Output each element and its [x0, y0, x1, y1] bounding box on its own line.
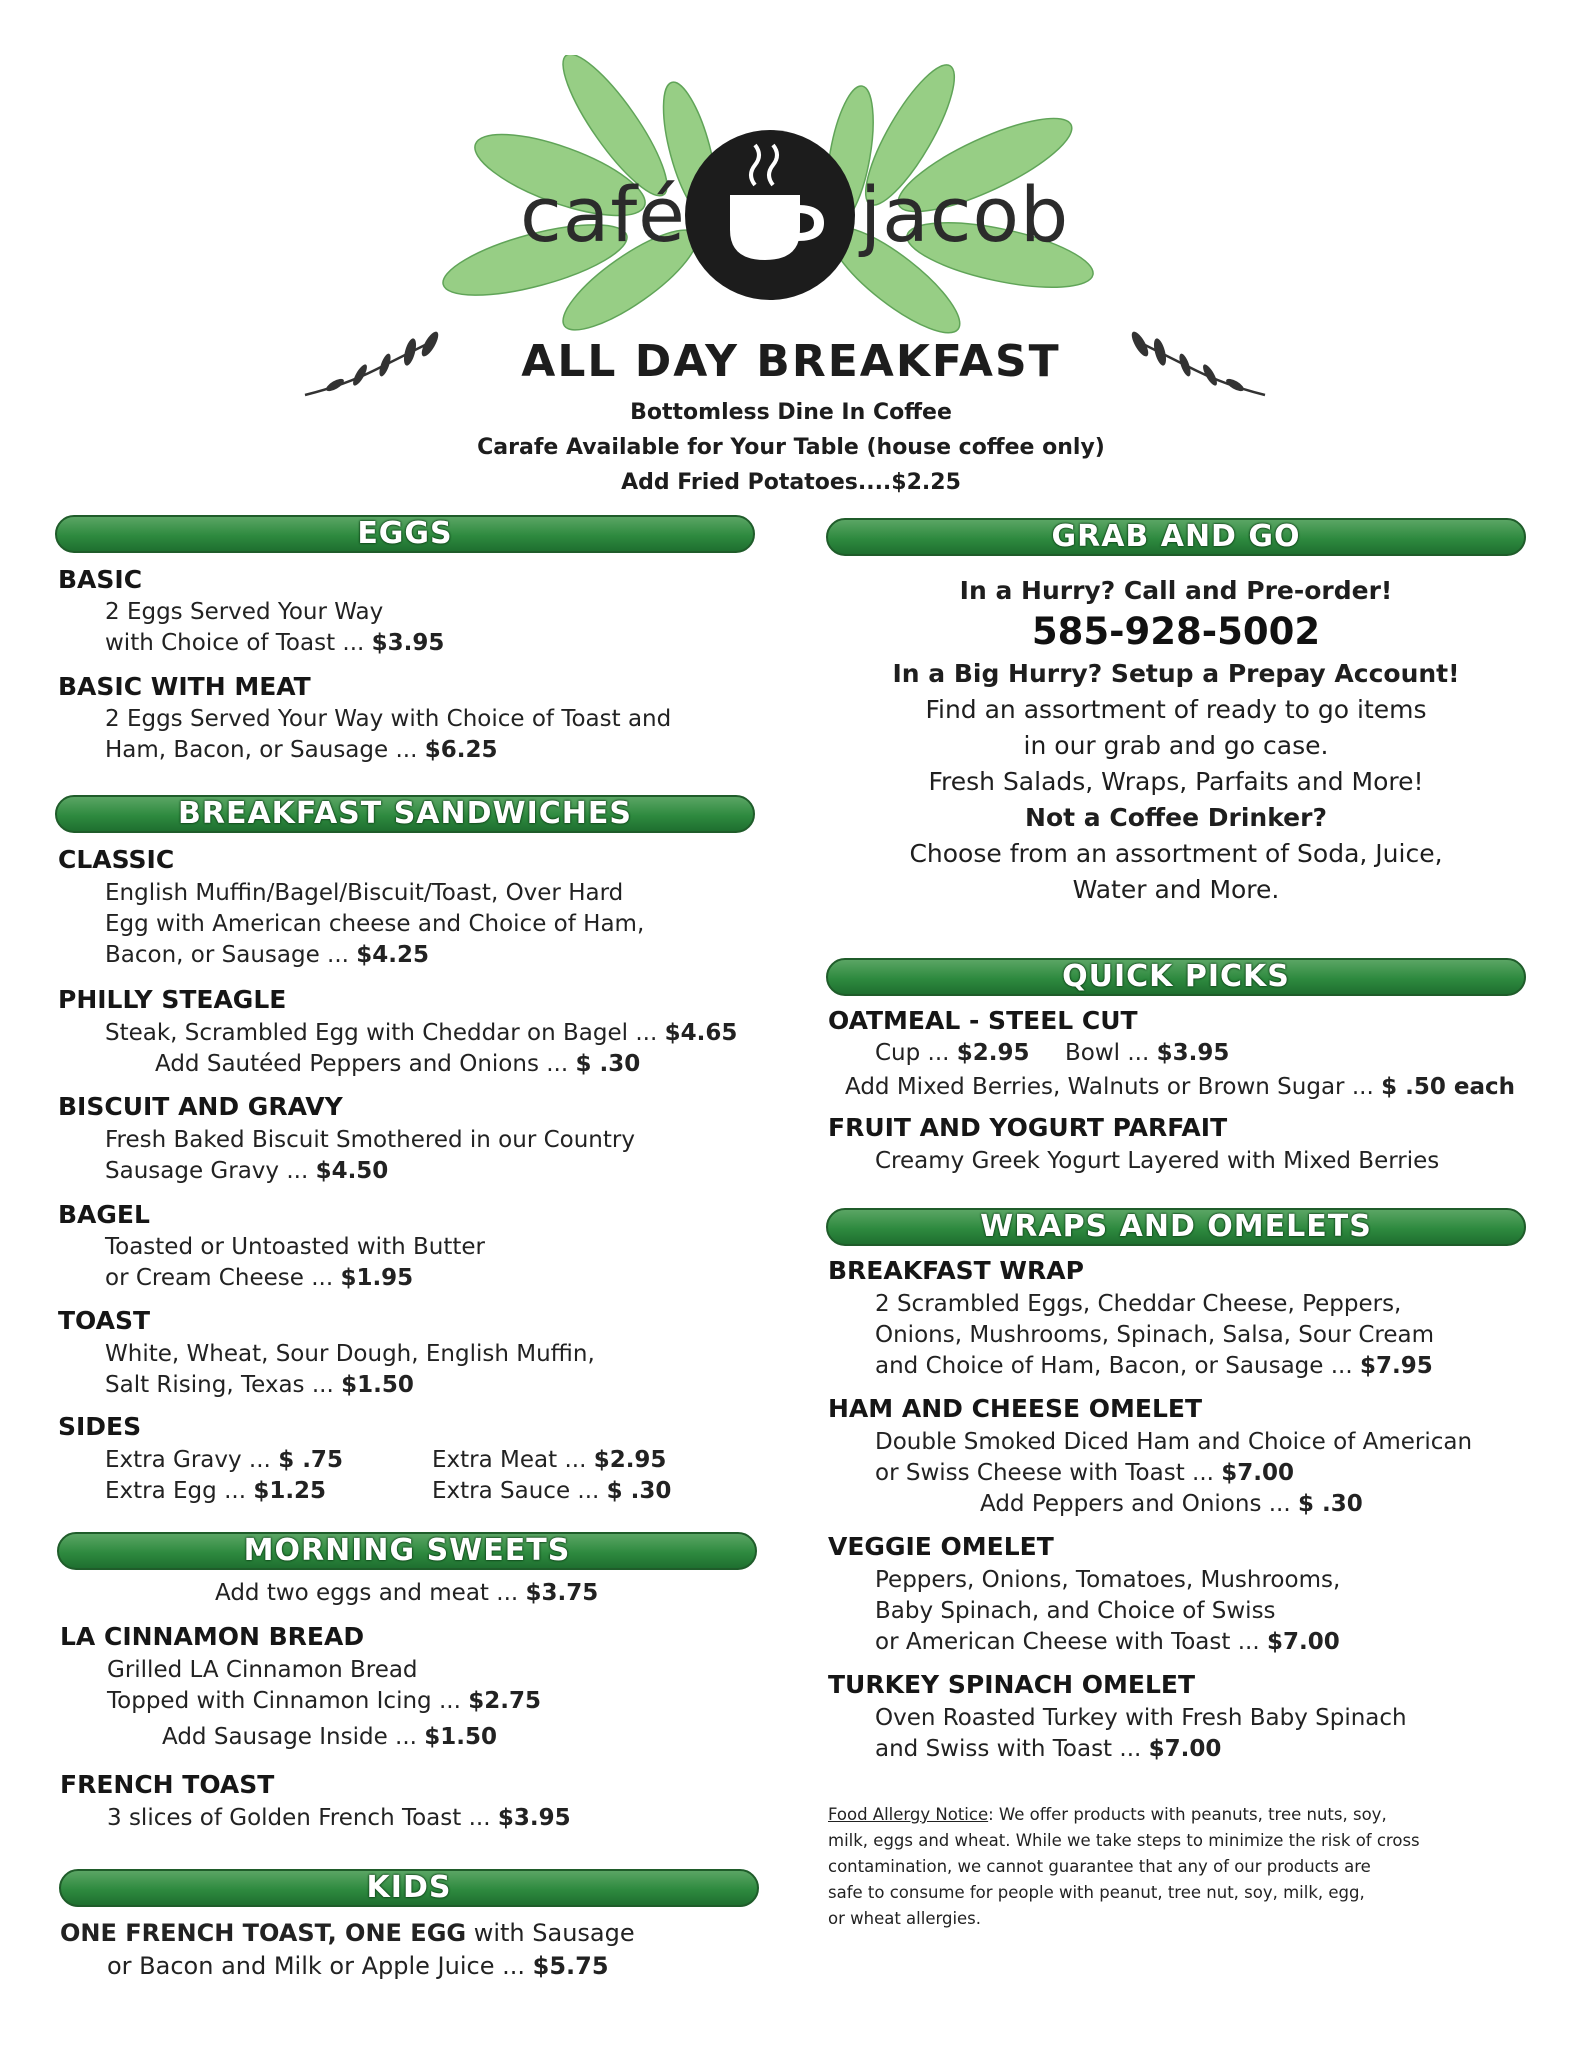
item-price: $2.75 [468, 1688, 541, 1714]
item-title-bagel: BAGEL [58, 1200, 150, 1229]
item-desc: Egg with American cheese and Choice of Ham, [105, 911, 645, 937]
section-header-grab-and-go: GRAB AND GO [826, 518, 1526, 556]
grab-line: in our grab and go case. [1023, 731, 1329, 760]
item-desc: Peppers, Onions, Tomatoes, Mushrooms, [875, 1567, 1341, 1593]
item-title-breakfast-wrap: BREAKFAST WRAP [828, 1256, 1084, 1285]
item-title-sides: SIDES [58, 1412, 142, 1441]
item-desc: Ham, Bacon, or Sausage ... $6.25 [105, 737, 498, 763]
item-title-ham-and-cheese-omelet: HAM AND CHEESE OMELET [828, 1394, 1203, 1423]
kids-item: ONE FRENCH TOAST, ONE EGG with Sausage [60, 1919, 635, 1947]
item-desc: Baby Spinach, and Choice of Swiss [875, 1598, 1276, 1624]
item-title-biscuit-and-gravy: BISCUIT AND GRAVY [58, 1092, 343, 1121]
item-price: $7.00 [1266, 1629, 1340, 1655]
item-desc: 2 Eggs Served Your Way with Choice of Toast and [105, 706, 672, 732]
item-price: $ .30 [1297, 1491, 1363, 1517]
item-desc: Creamy Greek Yogurt Layered with Mixed Berries [875, 1148, 1440, 1174]
logo-cafe-text: café [520, 170, 686, 259]
item-desc: or Bacon and Milk or Apple Juice ... $5.75 [107, 1952, 609, 1980]
section-header-eggs: EGGS [55, 515, 755, 553]
item-desc: Grilled LA Cinnamon Bread [107, 1657, 418, 1683]
item-desc: Salt Rising, Texas ... $1.50 [105, 1372, 414, 1398]
side-extra-gravy: Extra Gravy ... $ .75 [105, 1447, 343, 1473]
item-desc: Steak, Scrambled Egg with Cheddar on Bagel ... $4.65 [105, 1020, 738, 1046]
item-price: $ .50 each [1381, 1074, 1515, 1100]
item-desc: 3 slices of Golden French Toast ... $3.95 [107, 1805, 571, 1831]
item-price: $6.25 [424, 737, 498, 763]
item-price: $7.00 [1148, 1736, 1222, 1762]
item-desc: 2 Eggs Served Your Way [105, 599, 384, 625]
header-line-carafe: Carafe Available for Your Table (house coffee only) [477, 435, 1105, 460]
item-price: $7.00 [1221, 1460, 1295, 1486]
header-line-coffee: Bottomless Dine In Coffee [630, 400, 952, 425]
item-price: $1.25 [253, 1478, 327, 1504]
item-price: $5.75 [532, 1952, 609, 1980]
item-desc: Topped with Cinnamon Icing ... $2.75 [107, 1688, 541, 1714]
item-price: $7.95 [1359, 1353, 1433, 1379]
item-title-philly-steagle: PHILLY STEAGLE [58, 985, 287, 1014]
item-title-basic-with-meat: BASIC WITH MEAT [58, 672, 311, 701]
item-title-oatmeal: OATMEAL - STEEL CUT [828, 1006, 1138, 1035]
item-addon: Add Mixed Berries, Walnuts or Brown Sugar ... $ .50 each [845, 1074, 1515, 1100]
item-price: $2.95 [956, 1040, 1030, 1066]
item-price: $3.95 [497, 1805, 571, 1831]
item-desc: Fresh Baked Biscuit Smothered in our Country [105, 1127, 635, 1153]
item-desc: and Swiss with Toast ... $7.00 [875, 1736, 1222, 1762]
item-desc: or American Cheese with Toast ... $7.00 [875, 1629, 1340, 1655]
grab-line: In a Hurry? Call and Pre-order! [959, 576, 1393, 605]
item-price: $3.75 [525, 1580, 599, 1606]
grab-line: In a Big Hurry? Setup a Prepay Account! [892, 659, 1460, 688]
item-price: $4.65 [664, 1020, 738, 1046]
oatmeal-cup: Cup ... $2.95 [875, 1040, 1030, 1066]
item-title-la-cinnamon-bread: LA CINNAMON BREAD [60, 1622, 365, 1651]
item-title-classic: CLASSIC [58, 845, 175, 874]
grab-line: Choose from an assortment of Soda, Juice, [909, 839, 1443, 868]
item-price: $ .30 [575, 1051, 641, 1077]
section-header-quick-picks: QUICK PICKS [826, 958, 1526, 996]
item-desc: 2 Scrambled Eggs, Cheddar Cheese, Peppers, [875, 1291, 1402, 1317]
page-title: ALL DAY BREAKFAST [521, 336, 1061, 387]
item-price: $3.95 [1156, 1040, 1230, 1066]
item-desc: English Muffin/Bagel/Biscuit/Toast, Over Hard [105, 880, 624, 906]
item-price: $4.25 [356, 942, 430, 968]
item-price: $2.95 [593, 1447, 667, 1473]
item-title-fruit-and-yogurt-parfait: FRUIT AND YOGURT PARFAIT [828, 1113, 1228, 1142]
item-desc: Sausage Gravy ... $4.50 [105, 1158, 389, 1184]
phone-number: 585-928-5002 [1031, 610, 1321, 653]
item-price: $1.95 [340, 1265, 414, 1291]
logo-jacob-text: jacob [860, 170, 1070, 259]
item-desc: with Choice of Toast ... $3.95 [105, 630, 445, 656]
food-allergy-notice: Food Allergy Notice: We offer products with peanuts, tree nuts, soy, milk, eggs and wheat. While we take steps to minimize the risk of cross contamination, we cannot guarantee that any of our products are safe to consume for people with peanut, tree nut, soy, milk, egg, or wheat allergies. [828, 1805, 1420, 1928]
sweets-note: Add two eggs and meat ... $3.75 [215, 1580, 599, 1606]
item-price: $ .75 [278, 1447, 343, 1473]
item-desc: and Choice of Ham, Bacon, or Sausage ... $7.95 [875, 1353, 1433, 1379]
item-desc: Onions, Mushrooms, Spinach, Salsa, Sour Cream [875, 1322, 1434, 1348]
item-desc: Bacon, or Sausage ... $4.25 [105, 942, 430, 968]
item-title-kids: ONE FRENCH TOAST, ONE EGG [60, 1919, 467, 1947]
section-header-kids: KIDS [59, 1869, 759, 1907]
item-desc: Oven Roasted Turkey with Fresh Baby Spinach [875, 1705, 1407, 1731]
section-header-morning-sweets: MORNING SWEETS [57, 1532, 757, 1570]
allergy-notice-label: Food Allergy Notice [828, 1805, 989, 1824]
item-title-basic: BASIC [58, 565, 143, 594]
item-addon: Add Peppers and Onions ... $ .30 [980, 1491, 1363, 1517]
item-title-turkey-spinach-omelet: TURKEY SPINACH OMELET [828, 1670, 1196, 1699]
grab-line: Find an assortment of ready to go items [925, 695, 1427, 724]
item-desc: or Swiss Cheese with Toast ... $7.00 [875, 1460, 1295, 1486]
item-price: $1.50 [424, 1724, 498, 1750]
side-extra-meat: Extra Meat ... $2.95 [432, 1447, 667, 1473]
item-desc: White, Wheat, Sour Dough, English Muffin, [105, 1341, 595, 1367]
item-price: $3.95 [371, 630, 445, 656]
item-desc: Double Smoked Diced Ham and Choice of American [875, 1429, 1473, 1455]
item-title-french-toast: FRENCH TOAST [60, 1770, 275, 1799]
item-title-veggie-omelet: VEGGIE OMELET [828, 1532, 1054, 1561]
grab-line: Water and More. [1072, 875, 1280, 904]
oatmeal-bowl: Bowl ... $3.95 [1065, 1040, 1230, 1066]
item-addon: Add Sausage Inside ... $1.50 [162, 1724, 498, 1750]
item-title-toast: TOAST [58, 1306, 151, 1335]
side-extra-egg: Extra Egg ... $1.25 [105, 1478, 327, 1504]
grab-line: Fresh Salads, Wraps, Parfaits and More! [928, 767, 1424, 796]
side-extra-sauce: Extra Sauce ... $ .30 [432, 1478, 672, 1504]
section-header-wraps-and-omelets: WRAPS AND OMELETS [826, 1208, 1526, 1246]
item-price: $1.50 [341, 1372, 414, 1398]
item-desc: Toasted or Untoasted with Butter [105, 1234, 485, 1260]
header-line-potatoes: Add Fried Potatoes....$2.25 [621, 470, 961, 495]
item-desc: or Cream Cheese ... $1.95 [105, 1265, 414, 1291]
item-price: $ .30 [606, 1478, 672, 1504]
item-price: $4.50 [315, 1158, 389, 1184]
section-header-breakfast-sandwiches: BREAKFAST SANDWICHES [55, 795, 755, 833]
item-addon: Add Sautéed Peppers and Onions ... $ .30 [155, 1051, 641, 1077]
grab-line: Not a Coffee Drinker? [1025, 803, 1327, 832]
